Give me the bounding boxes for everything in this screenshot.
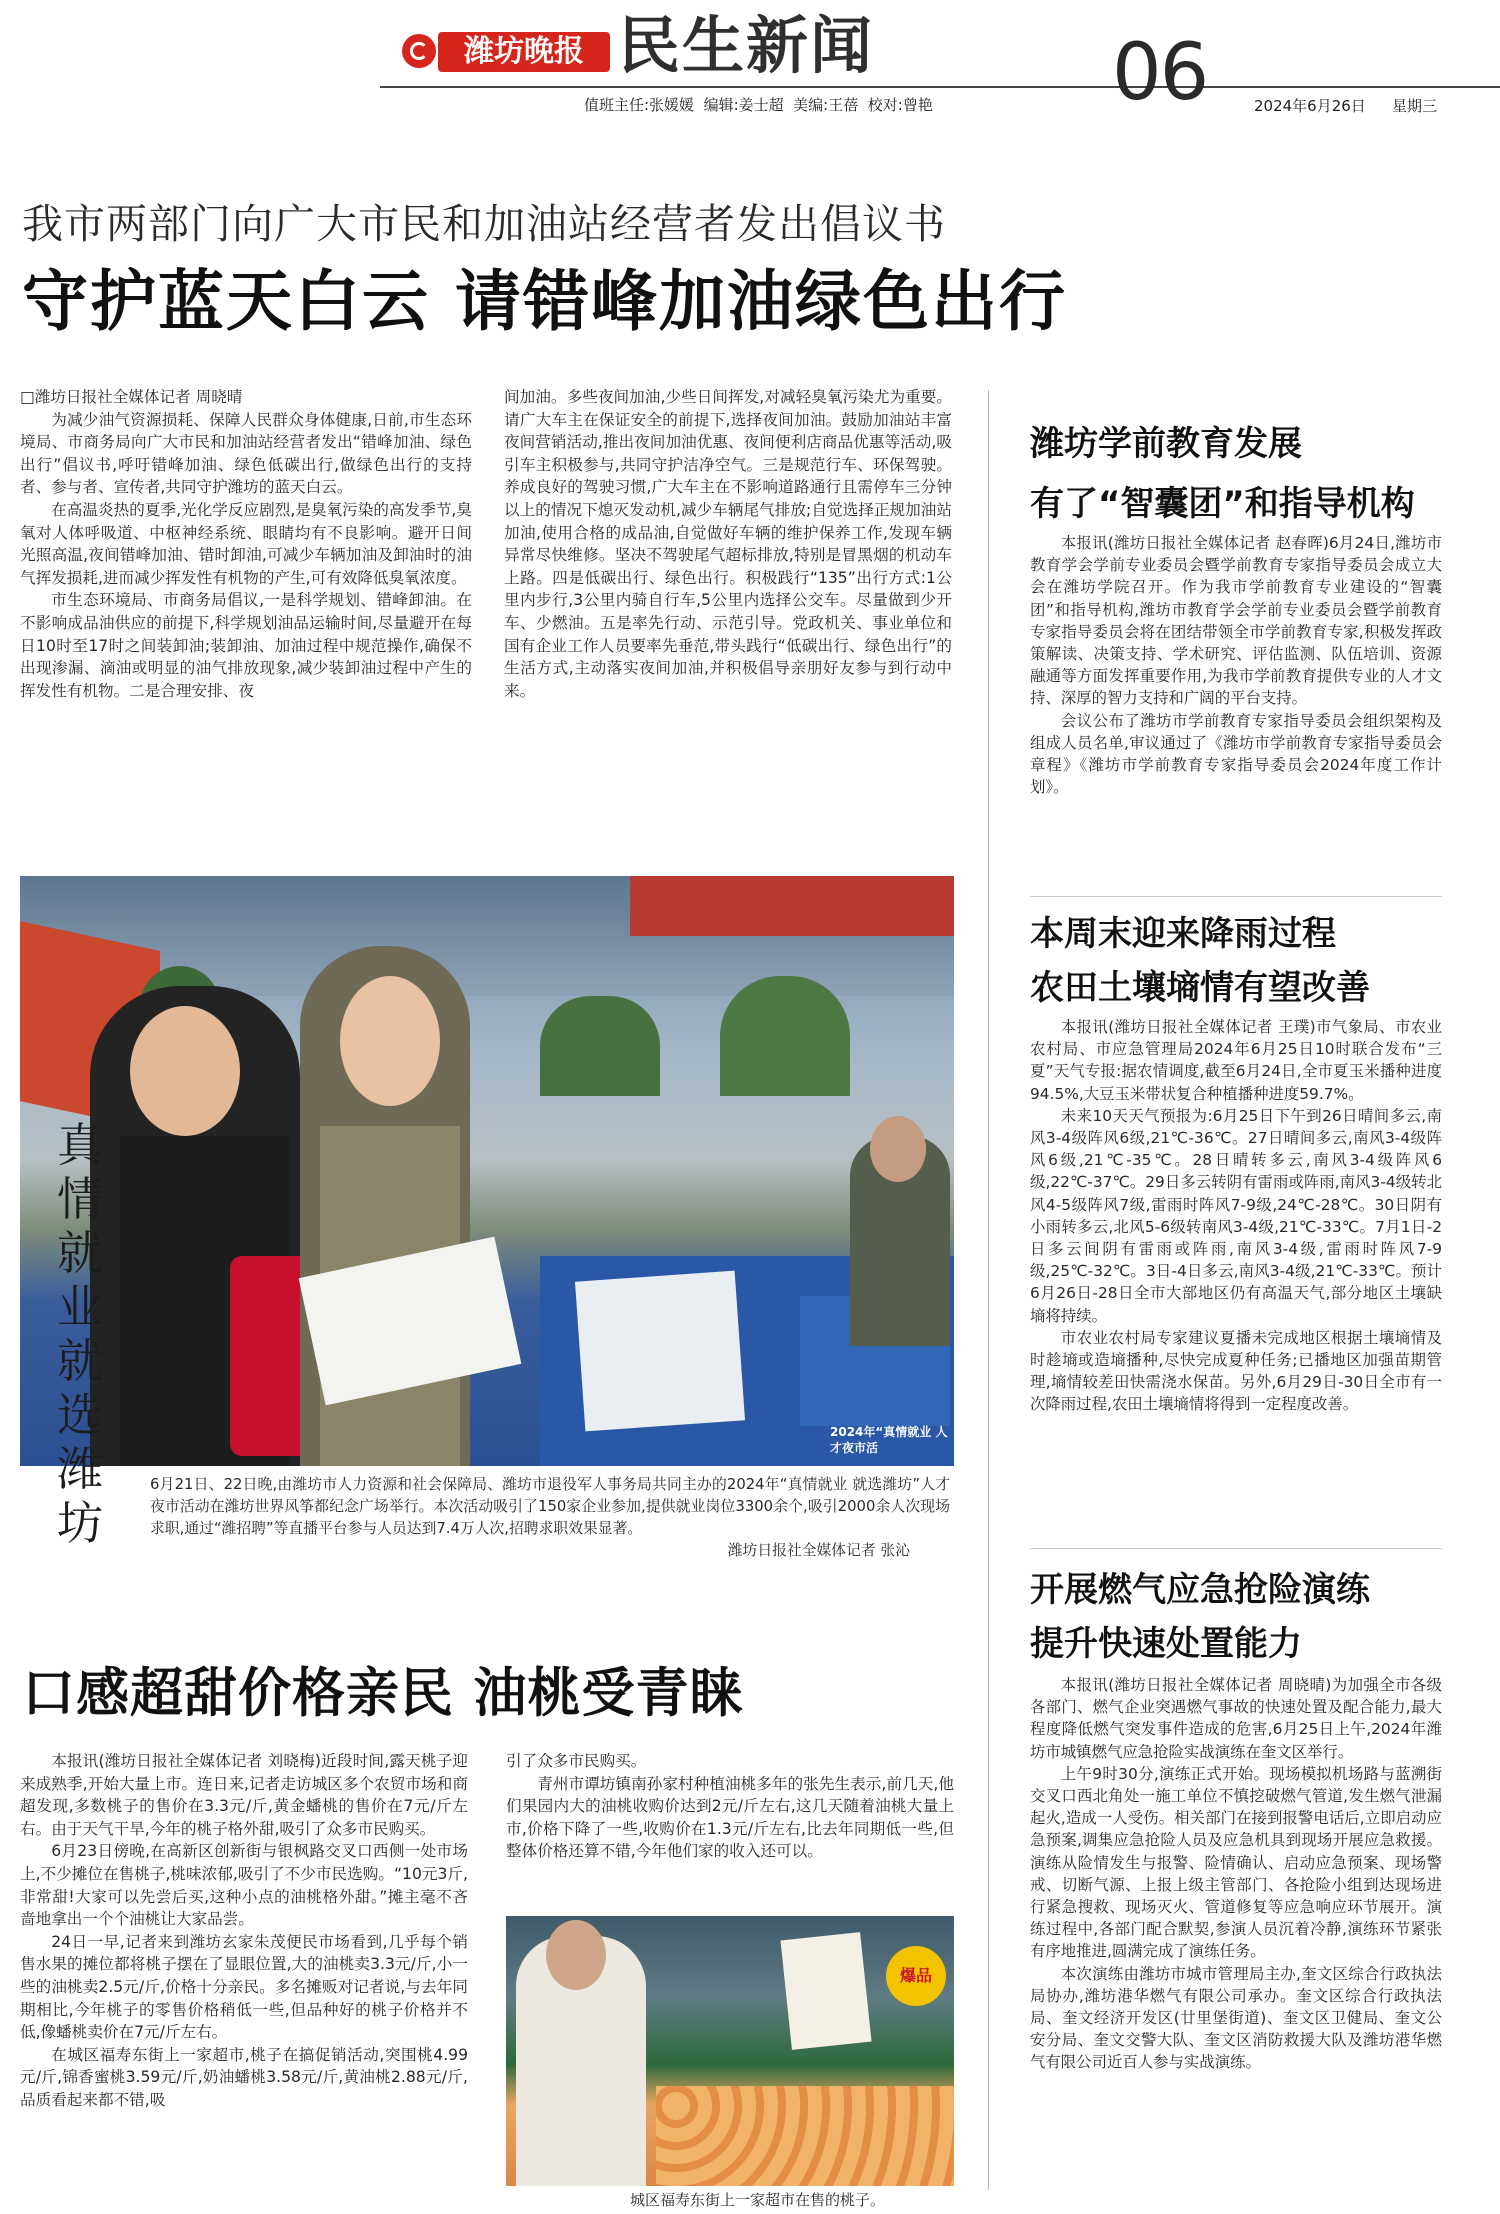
side2-body	[1030, 1016, 1442, 1416]
side2-title-1: 本周末迎来降雨过程	[1030, 914, 1336, 954]
peach-paragraph: 6月23日傍晚,在高新区创新街与银枫路交叉口西侧一处市场上,不少摊位在售桃子,桃味浓郁,吸引了不少市民选购。“10元3斤,非常甜!大家可以先尝后买,这种小点的油桃格外甜。”摊主毫不吝啬地拿出一个个油桃让大家品尝。	[20, 1842, 468, 1929]
peach-paragraph: 24日一早,记者来到潍坊玄家朱茂便民市场看到,几乎每个销售水果的摊位都将桃子摆在了显眼位置,大的油桃卖3.3元/斤,小一些的油桃卖2.5元/斤,价格十分亲民。多名摊贩对记者说,与去年同期相比,今年桃子的零售价格稍低一些,但品种好的桃子价格并不低,像蟠桃卖价在7元/斤左右。	[20, 1932, 468, 2042]
section-title: 民生新闻	[618, 9, 875, 82]
banner-text: 2024年“真情就业 人才夜市活	[830, 1425, 948, 1455]
lead-byline: □潍坊日报社全媒体记者 周晓晴	[20, 388, 243, 406]
peach-column-2	[506, 1750, 954, 1863]
side3-body	[1030, 1674, 1442, 2074]
side1-body	[1030, 532, 1442, 798]
side2-paragraph: 未来10天天气预报为:6月25日下午到26日晴间多云,南风3-4级阵风6级,21℃-36℃。27日晴间多云,南风3-4级阵风6级,21℃-35℃。28日晴转多云,南风3-4级阵风6级,22℃-37℃。29日多云转阴有雷雨或阵雨,南风3-4级转北风4-5级阵风7级,雷雨时阵风7-9级,24℃-28℃。30日阴有小雨转多云,北风5-6级转南风3-4级,21℃-33℃。7月1日-2日多云间阴有雷雨或阵雨,南风3-4级,雷雨时阵风7-9级,25℃-32℃。3日-4日多云,南风3-4级,21℃-33℃。预计6月26日-28日全市大部地区仍有高温天气,部分地区土壤缺墒将持续。	[1030, 1106, 1442, 1325]
photo-caption-box	[150, 1474, 950, 1562]
lead-paragraph: 市生态环境局、市商务局倡议,一是科学规划、错峰卸油。在不影响成品油供应的前提下,科学规划油品运输时间,尽量避开在每日10时至17时之间装卸油;装卸油、加油过程中规范操作,确保不出现渗漏、滴油或明显的油气排放现象,减少装卸油过程中产生的挥发性有机物。二是合理安排、夜	[20, 591, 472, 700]
page-number: 06	[1112, 28, 1208, 118]
lead-kicker: 我市两部门向广大市民和加油站经营者发出倡议书	[22, 200, 946, 248]
side1-title-2: 有了“智囊团”和指导机构	[1030, 484, 1415, 524]
side2-paragraph: 市农业农村局专家建议夏播未完成地区根据土壤墒情及时趁墒或造墒播种,尽快完成夏种任务;已播地区加强苗期管理,墒情较差田快需浇水保苗。另外,6月29日-30日全市有一次降雨过程,农田土壤墒情将得到一定程度改善。	[1030, 1328, 1442, 1414]
peach-column-1	[20, 1750, 468, 2112]
lead-column-2	[504, 386, 952, 702]
side2-title-2: 农田土壤墒情有望改善	[1030, 968, 1370, 1008]
side1-title-1: 潍坊学前教育发展	[1030, 424, 1302, 464]
side2-paragraph: 本报讯(潍坊日报社全媒体记者 王璞)市气象局、市农业农村局、市应急管理局2024年6月25日10时联合发布“三夏”天气专报:据农情调度,截至6月24日,全市夏玉米播种进度94.5%,大豆玉米带状复合种植播种进度59.7%。	[1030, 1018, 1442, 1103]
promo-sign: 爆品	[886, 1946, 946, 2006]
side3-title-2: 提升快速处置能力	[1030, 1624, 1302, 1664]
lead-column-1	[20, 386, 472, 702]
side3-title-1: 开展燃气应急抢险演练	[1030, 1570, 1370, 1610]
side3-paragraph: 本报讯(潍坊日报社全媒体记者 周晓晴)为加强全市各级各部门、燃气企业突遇燃气事故的快速处置及配合能力,最大程度降低燃气突发事件造成的危害,6月25日上午,2024年潍坊市城镇燃气应急抢险实战演练在奎文区举行。	[1030, 1676, 1442, 1761]
peach-paragraph: 在城区福寿东街上一家超市,桃子在搞促销活动,突围桃4.99元/斤,锦香蜜桃3.59元/斤,奶油蟠桃3.58元/斤,黄油桃2.88元/斤,品质看起来都不错,吸	[20, 2045, 468, 2109]
photo-vertical-title: 真情就业 就选潍坊	[57, 1118, 103, 1550]
credits-line: 值班主任:张媛媛 编辑:姜士超 美编:王蓓 校对:曾艳	[584, 96, 933, 114]
lead-headline: 守护蓝天白云 请错峰加油绿色出行	[22, 263, 1067, 340]
lead-paragraph: 间加油。多些夜间加油,少些日间挥发,对减轻臭氧污染尤为重要。请广大车主在保证安全的前提下,选择夜间加油。鼓励加油站丰富夜间营销活动,推出夜间加油优惠、夜间便利店商品优惠等活动,吸引车主积极参与,共同守护洁净空气。三是规范行车、环保驾驶。养成良好的驾驶习惯,广大车主在不影响道路通行且需停车三分钟以上的情况下熄灭发动机,减少车辆尾气排放;自觉选择正规加油站加油,使用合格的成品油,自觉做好车辆的维护保养工作,发现车辆异常尽快维修。坚决不驾驶尾气超标排放,特别是冒黑烟的机动车上路。四是低碳出行、绿色出行。积极践行“135”出行方式:1公里内步行,3公里内骑自行车,5公里内选择公交车。尽量做到少开车、少燃油。五是率先行动、示范引导。党政机关、事业单位和国有企业工作人员要率先垂范,带头践行“低碳出行、绿色出行”的生活方式,主动落实夜间加油,并积极倡导亲朋好友参与到行动中来。	[504, 388, 952, 700]
masthead	[0, 0, 1500, 130]
paper-name-label: 潍坊晚报	[438, 32, 610, 72]
logo-swirl-icon	[402, 34, 436, 68]
peach-paragraph: 引了众多市民购买。	[506, 1752, 647, 1770]
photo-caption: 6月21日、22日晚,由潍坊市人力资源和社会保障局、潍坊市退役军人事务局共同主办的2024年“真情就业 就选潍坊”人才夜市活动在潍坊世界风筝都纪念广场举行。本次活动吸引了150家企业参加,提供就业岗位3300余个,吸引2000余人次现场求职,通过“潍招聘”等直播平台参与人员达到7.4万人次,招聘求职效果显著。	[150, 1476, 950, 1537]
job-fair-photo	[20, 876, 954, 1466]
lead-paragraph: 在高温炎热的夏季,光化学反应剧烈,是臭氧污染的高发季节,臭氧对人体呼吸道、中枢神经系统、眼睛均有不良影响。避开日间光照高温,夜间错峰加油、错时卸油,可减少车辆加油及卸油时的油气挥发损耗,进而减少挥发性有机物的产生,可有效降低臭氧浓度。	[20, 500, 472, 587]
peach-paragraph: 青州市谭坊镇南孙家村种植油桃多年的张先生表示,前几天,他们果园内大的油桃收购价达到2元/斤左右,这几天随着油桃大量上市,价格下降了一些,收购价在1.3元/斤左右,比去年同期低一些,但整体价格还算不错,今年他们家的收入还可以。	[506, 1774, 954, 1861]
side1-paragraph: 本报讯(潍坊日报社全媒体记者 赵春晖)6月24日,潍坊市教育学会学前专业委员会暨学前教育专家指导委员会成立大会在潍坊学院召开。作为我市学前教育专业建设的“智囊团”和指导机构,潍坊市教育学会学前专业委员会暨学前教育专家指导委员会将在团结带领全市学前教育专家,积极发挥政策解读、决策支持、学术研究、评估监测、队伍培训、资源融通等方面发挥重要作用,为我市学前教育提供专业的人才文持、深厚的智力支持和广阔的平台支持。	[1030, 534, 1442, 708]
side3-paragraph: 上午9时30分,演练正式开始。现场模拟机场路与蓝溯街交叉口西北角处一施工单位不慎挖破燃气管道,发生燃气泄漏起火,造成一人受伤。相关部门在接到报警电话后,立即启动应急预案,调集应急抢险人员及应急机具到现场开展应急救援。演练从险情发生与报警、险情确认、启动应急预案、现场警戒、切断气源、上报上级主管部门、各抢险小组到达现场进行紧急搜救、现场灭火、管道修复等应急响应环节展开。演练过程中,各部门配合默契,参演人员沉着冷静,演练环节紧张有序地推进,圆满完成了演练任务。	[1030, 1764, 1442, 1961]
photo-credit: 潍坊日报社全媒体记者 张沁	[727, 1542, 910, 1559]
peach-photo-caption: 城区福寿东街上一家超市在售的桃子。	[630, 2191, 886, 2209]
lead-paragraph: 为减少油气资源损耗、保障人民群众身体健康,日前,市生态环境局、市商务局向广大市民和加油站经营者发出“错峰加油、绿色出行”倡议书,呼吁错峰加油、绿色低碳出行,做绿色出行的支持者、参与者、宣传者,共同守护潍坊的蓝天白云。	[20, 410, 472, 497]
sidebar-divider	[988, 390, 989, 2190]
peach-paragraph: 本报讯(潍坊日报社全媒体记者 刘晓梅)近段时间,露天桃子迎来成熟季,开始大量上市。连日来,记者走访城区多个农贸市场和商超发现,多数桃子的售价在3.3元/斤,黄金蟠桃的售价在7元/斤左右。由于天气干旱,今年的桃子格外甜,吸引了众多市民购买。	[20, 1752, 468, 1838]
side-separator	[1030, 896, 1442, 897]
side-separator	[1030, 1548, 1442, 1549]
masthead-rule	[380, 86, 1500, 88]
side1-paragraph: 会议公布了潍坊市学前教育专家指导委员会组织架构及组成人员名单,审议通过了《潍坊市学前教育专家指导委员会章程》《潍坊市学前教育专家指导委员会2024年度工作计划》。	[1030, 711, 1442, 797]
peach-headline: 口感超甜价格亲民 油桃受青睐	[22, 1663, 744, 1724]
issue-weekday: 星期三	[1392, 97, 1438, 115]
peach-photo	[506, 1916, 954, 2186]
issue-date: 2024年6月26日	[1254, 97, 1366, 115]
side3-paragraph: 本次演练由潍坊市城市管理局主办,奎文区综合行政执法局协办,潍坊港华燃气有限公司承办。奎文区综合行政执法局、奎文经济开发区(廿里堡街道)、奎文区卫健局、奎文公安分局、奎文交警大队、奎文区消防救援大队及潍坊港华燃气有限公司近百人参与实战演练。	[1030, 1964, 1442, 2072]
